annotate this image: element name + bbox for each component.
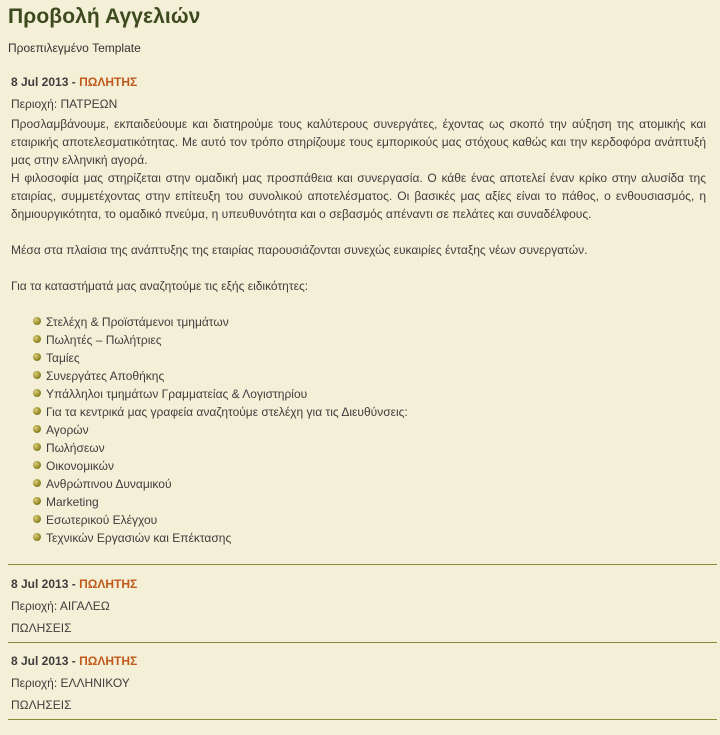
ad-role-link[interactable]: ΠΩΛΗΤΗΣ [79, 577, 138, 591]
specialty-label: Συνεργάτες Αποθήκης [46, 369, 165, 383]
specialty-label: Εσωτερικού Ελέγχου [46, 513, 158, 527]
bullet-icon [33, 407, 41, 415]
bullet-icon [33, 371, 41, 379]
specialty-list-item [33, 403, 706, 421]
specialty-label: Οικονομικών [46, 459, 115, 473]
ad-header [11, 75, 706, 89]
specialty-list-item [33, 331, 706, 349]
ad-item [8, 75, 706, 564]
ad-role-link[interactable]: ΠΩΛΗΤΗΣ [79, 654, 138, 668]
ad-description [11, 115, 706, 295]
specialty-list-item [33, 349, 706, 367]
bullet-icon [33, 317, 41, 325]
ad-date: 8 Jul 2013 [11, 75, 69, 89]
specialty-list-item [33, 385, 706, 403]
ad-date: 8 Jul 2013 [11, 654, 69, 668]
page-title: Προβολή Αγγελιών [8, 5, 201, 28]
bullet-icon [33, 479, 41, 487]
template-subtitle: Προεπιλεγμένο Template [8, 41, 141, 55]
specialty-label: Πωλητές – Πωλήτριες [46, 333, 162, 347]
bullet-icon [33, 533, 41, 541]
specialty-list-item [33, 475, 706, 493]
specialty-list-item [33, 313, 706, 331]
bullet-icon [33, 425, 41, 433]
ad-separator: - [71, 577, 76, 591]
bullet-icon [33, 389, 41, 397]
ad-paragraph: Μέσα στα πλαίσια της ανάπτυξης της εταιρίας παρουσιάζονται συνεχώς ευκαιρίες ένταξης νέων συνεργατών. [11, 243, 588, 257]
specialty-label: Ανθρώπινου Δυναμικού [46, 477, 172, 491]
bullet-icon [33, 443, 41, 451]
ad-role-link[interactable]: ΠΩΛΗΤΗΣ [79, 75, 138, 89]
specialty-list-item [33, 421, 706, 439]
specialty-label: Πωλήσεων [46, 441, 105, 455]
ad-header [11, 577, 706, 591]
ad-date: 8 Jul 2013 [11, 577, 69, 591]
specialties-list [33, 313, 706, 547]
specialty-label: Marketing [46, 495, 99, 509]
specialty-label: Για τα κεντρικά μας γραφεία αναζητούμε στελέχη για τις Διευθύνσεις: [46, 405, 408, 419]
specialty-list-item [33, 367, 706, 385]
specialty-list-item [33, 529, 706, 547]
ad-paragraph: Η φιλοσοφία μας στηρίζεται στην ομαδική μας προσπάθεια και συνεργασία. Ο κάθε ένας αποτελεί έναν κρίκο στην αλυσίδα της εταιρίας, συμμετέχοντας στην επίτευξη του συνολικού αποτελέσματος. Οι βασικές μας αξίες είναι το πάθος, ο ενθουσιασμός, η δημιουργικότητα, το ομαδικό πνεύμα, η υπευθυνότητα και ο σεβασμός απέναντι σε πελάτες και συναδέλφους. [11, 171, 706, 221]
specialty-list-item [33, 439, 706, 457]
specialty-label: Αγορών [46, 423, 89, 437]
specialty-list-item [33, 457, 706, 475]
ad-region: Περιοχή: ΕΛΛΗΝΙΚΟΥ [11, 676, 130, 690]
ad-category: ΠΩΛΗΣΕΙΣ [11, 698, 72, 712]
ad-paragraph: Προσλαμβάνουμε, εκπαιδεύουμε και διατηρούμε τους καλύτερους συνεργάτες, έχοντας ως σκοπό την αύξηση της ατομικής και εταιρικής αποτελεσματικότητας. Με αυτό τον τρόπο στηρίζουμε τους εμπορικούς μας στόχους καθώς και την κερδοφόρα ανάπτυξή μας στην ελληνική αγορά. [11, 117, 706, 167]
specialty-label: Στελέχη & Προϊστάμενοι τμημάτων [46, 315, 229, 329]
specialty-list-item [33, 493, 706, 511]
specialty-label: Υπάλληλοι τμημάτων Γραμματείας & Λογιστηρίου [46, 387, 308, 401]
bullet-icon [33, 515, 41, 523]
bullet-icon [33, 461, 41, 469]
ad-item [8, 565, 706, 642]
ad-separator: - [71, 75, 76, 89]
ad-item [8, 643, 706, 719]
ad-paragraph: Για τα καταστήματά μας αναζητούμε τις εξής ειδικότητες: [11, 279, 309, 293]
divider [8, 719, 717, 720]
ad-category: ΠΩΛΗΣΕΙΣ [11, 621, 72, 635]
specialty-list-item [33, 511, 706, 529]
ad-region: Περιοχή: ΠΑΤΡΕΩΝ [11, 97, 118, 111]
specialty-label: Ταμίες [46, 351, 80, 365]
specialty-label: Τεχνικών Εργασιών και Επέκτασης [46, 531, 232, 545]
ad-region: Περιοχή: ΑΙΓΑΛΕΩ [11, 599, 110, 613]
bullet-icon [33, 335, 41, 343]
ad-separator: - [71, 654, 76, 668]
bullet-icon [33, 353, 41, 361]
ad-header [11, 654, 706, 668]
bullet-icon [33, 497, 41, 505]
